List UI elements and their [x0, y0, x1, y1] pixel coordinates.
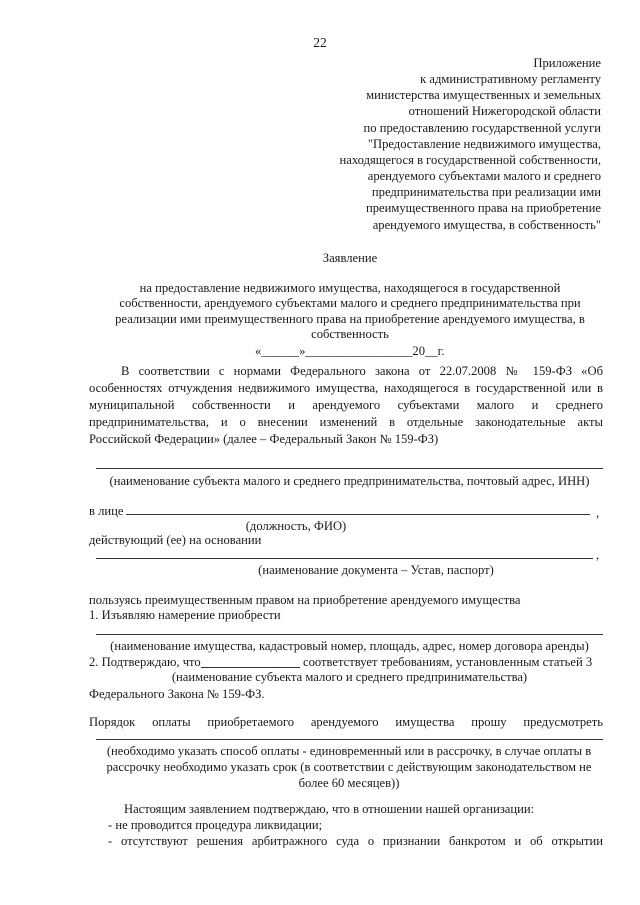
payment-text: Порядок оплаты приобретаемого арендуемого имущества прошу предусмотреть	[89, 715, 603, 729]
appendix-line: арендуемого субъектами малого и среднего	[367, 169, 601, 184]
item-2-end: соответствует требованиям, установленным статьей 3	[303, 655, 593, 669]
intro-line: Российской Федерации» (далее – Федеральный Закон № 159-ФЗ)	[89, 432, 439, 446]
subject-line: реализации ими преимущественного права на приобретение арендуемого имущества, в	[115, 311, 585, 326]
appendix-line: преимущественного права на приобретение	[365, 201, 601, 216]
using-right-text: пользуясь преимущественным правом на приобретение арендуемого имущества	[89, 593, 521, 607]
acting-label: действующий (ее) на основании	[89, 533, 262, 547]
property-caption: (наименование имущества, кадастровый номер, площадь, адрес, номер договора аренды)	[110, 639, 589, 653]
payment-method-field[interactable]	[96, 739, 603, 740]
subject-line: собственности, арендуемого субъектами малого и среднего предпринимательства при	[119, 296, 581, 311]
payment-caption-line: (необходимо указать способ оплаты - единовременный или в рассрочку, в случае оплаты в	[106, 744, 592, 758]
appendix-line: предпринимательства при реализации ими	[371, 185, 601, 200]
property-field[interactable]	[96, 634, 603, 635]
subject-line: на предоставление недвижимого имущества, находящегося в государственной	[139, 281, 561, 295]
confirm-text: Настоящим заявлением подтверждаю, что в отношении нашей организации:	[124, 802, 535, 816]
appendix-line: "Предоставление недвижимого имущества,	[367, 136, 601, 151]
item-2-caption: (наименование субъекта малого и среднего предпринимательства)	[171, 670, 528, 684]
appendix-header	[300, 55, 601, 233]
item-2-subject-field[interactable]	[201, 667, 300, 668]
intro-line: предпринимательства, и о внесении изменений в отдельные законодательные акты	[89, 415, 603, 429]
appendix-line: министерства имущественных и земельных	[366, 88, 601, 103]
date-line: «______»_________________20__г.	[255, 344, 445, 358]
in-person-label: в лице	[89, 504, 124, 518]
page-number: 22	[313, 35, 327, 50]
in-person-field[interactable]	[126, 514, 590, 515]
appendix-line: Приложение	[533, 56, 601, 70]
appendix-line: арендуемого имущества, в собственность"	[372, 217, 601, 232]
document-title: Заявление	[322, 251, 378, 265]
payment-caption-line: рассрочку необходимо указать срок (в соответствии с действующим законодательством не	[106, 760, 592, 774]
bullet-no-liquidation: - не проводится процедура ликвидации;	[108, 818, 323, 832]
item-2-law: Федерального Закона № 159-ФЗ.	[89, 687, 265, 701]
payment-caption-line: более 60 месяцев))	[298, 776, 400, 790]
acting-comma: ,	[596, 548, 600, 562]
in-person-comma: ,	[596, 506, 600, 520]
bullet-no-bankruptcy: - отсутствуют решения арбитражного суда о признании банкротом и об открытии	[108, 834, 603, 848]
appendix-line: по предоставлению государственной услуги	[363, 120, 601, 135]
application-subject	[100, 281, 600, 342]
position-caption: (должность, ФИО)	[245, 519, 347, 533]
subject-line: собственность	[311, 326, 389, 341]
item-1-text: 1. Изъявляю намерение приобрести	[89, 608, 281, 622]
appendix-line: находящегося в государственной собственности,	[339, 152, 601, 167]
intro-line: В соответствии с нормами Федерального закона от 22.07.2008 № 159-ФЗ «Об	[121, 364, 603, 378]
document-caption: (наименование документа – Устав, паспорт)	[258, 563, 494, 577]
subject-name-caption: (наименование субъекта малого и среднего предпринимательства, почтовый адрес, ИНН)	[109, 474, 590, 488]
intro-line: особенностях отчуждения недвижимого имущества, находящегося в государственной или в	[89, 381, 603, 395]
appendix-line: отношений Нижегородской области	[408, 104, 601, 119]
appendix-line: к административному регламенту	[420, 72, 601, 87]
intro-line: муниципальной собственности и арендуемого субъектами малого и среднего	[89, 398, 603, 412]
item-2-start: 2. Подтверждаю, что	[89, 655, 201, 669]
acting-basis-field[interactable]	[96, 558, 593, 559]
subject-name-field[interactable]	[96, 468, 603, 469]
